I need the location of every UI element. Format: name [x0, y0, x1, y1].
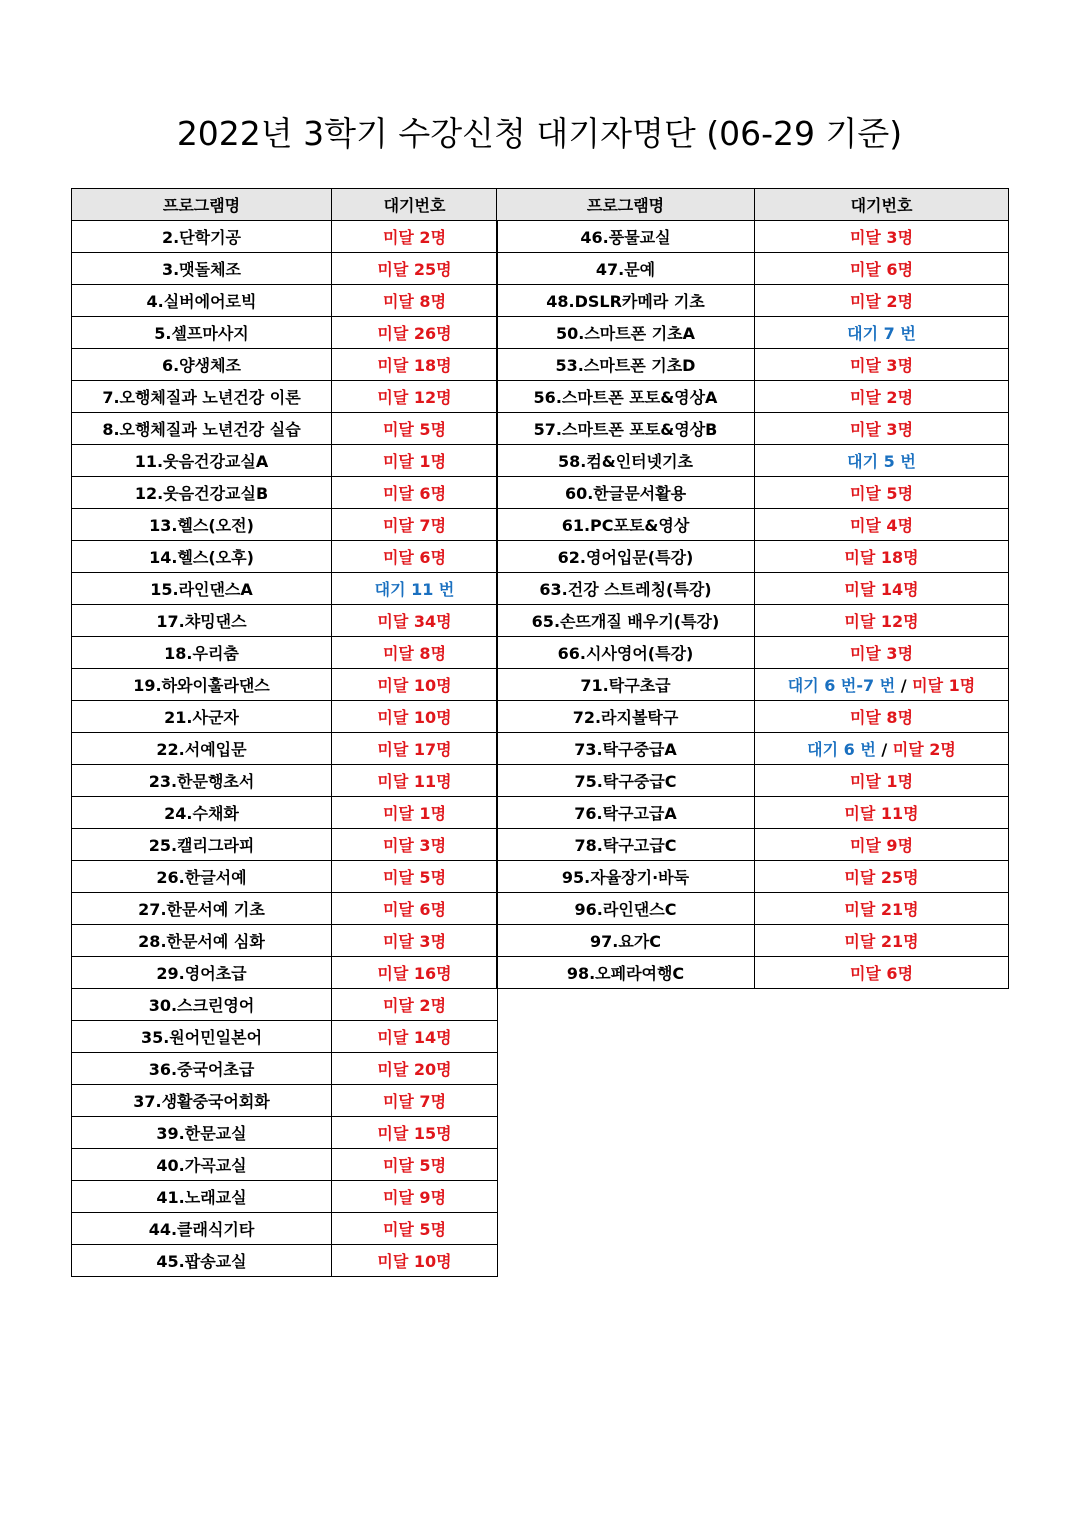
program-name-cell: 24.수채화: [72, 797, 332, 829]
program-name-cell: 65.손뜨개질 배우기(특강): [497, 605, 755, 637]
program-name-cell: 26.한글서예: [72, 861, 332, 893]
waitlist-status-cell: [755, 253, 1009, 285]
program-name-cell: 56.스마트폰 포토&영상A: [497, 381, 755, 413]
shortfall-text: 미달 25명: [844, 868, 919, 887]
shortfall-text: 미달 12명: [844, 612, 919, 631]
table-row: [72, 701, 498, 733]
shortfall-text: 미달 18명: [377, 356, 452, 375]
shortfall-text: 미달 1명: [912, 676, 976, 695]
shortfall-text: 미달 2명: [849, 388, 914, 407]
waitlist-status-cell: [755, 573, 1009, 605]
program-name-cell: 23.한문행초서: [72, 765, 332, 797]
program-name-cell: 46.풍물교실: [497, 221, 755, 253]
program-name-cell: 18.우리춤: [72, 637, 332, 669]
shortfall-text: 미달 12명: [377, 388, 452, 407]
program-name-cell: 14.헬스(오후): [72, 541, 332, 573]
waiting-number-text: 대기 6 번-7 번: [787, 676, 896, 695]
table-row: [72, 829, 498, 861]
table-row: [497, 701, 1009, 733]
table-row: [72, 221, 498, 253]
table-row: [497, 477, 1009, 509]
waitlist-status-cell: [332, 1245, 498, 1277]
program-name-cell: 13.헬스(오전): [72, 509, 332, 541]
waitlist-status-cell: [332, 477, 498, 509]
waitlist-status-cell: [755, 317, 1009, 349]
shortfall-text: 미달 1명: [382, 452, 447, 471]
waitlist-status-cell: [755, 637, 1009, 669]
program-name-cell: 61.PC포토&영상: [497, 509, 755, 541]
table-row: [72, 861, 498, 893]
table-row: [72, 573, 498, 605]
shortfall-text: 미달 2명: [382, 996, 447, 1015]
waitlist-status-cell: [332, 573, 498, 605]
program-name-cell: 48.DSLR카메라 기초: [497, 285, 755, 317]
program-name-cell: 11.웃음건강교실A: [72, 445, 332, 477]
waitlist-status-cell: [332, 413, 498, 445]
shortfall-text: 미달 6명: [849, 964, 914, 983]
header-waitlist: 대기번호: [332, 189, 498, 221]
shortfall-text: 미달 26명: [377, 324, 452, 343]
shortfall-text: 미달 4명: [849, 516, 914, 535]
waitlist-status-cell: [332, 381, 498, 413]
waitlist-status-cell: [755, 957, 1009, 989]
table-row: [497, 349, 1009, 381]
waitlist-status-cell: [755, 381, 1009, 413]
waitlist-status-cell: [755, 509, 1009, 541]
program-name-cell: 76.탁구고급A: [497, 797, 755, 829]
table-row: [72, 285, 498, 317]
table-row: [72, 605, 498, 637]
program-name-cell: 3.맷돌체조: [72, 253, 332, 285]
waitlist-status-cell: [332, 1181, 498, 1213]
waitlist-status-cell: [332, 1117, 498, 1149]
waitlist-status-cell: [332, 1149, 498, 1181]
table-row: [497, 413, 1009, 445]
shortfall-text: 미달 14명: [377, 1028, 452, 1047]
program-name-cell: 66.시사영어(특강): [497, 637, 755, 669]
table-row: [497, 445, 1009, 477]
waitlist-status-cell: [332, 605, 498, 637]
table-row: [497, 637, 1009, 669]
waitlist-status-cell: [755, 477, 1009, 509]
shortfall-text: 미달 9명: [382, 1188, 447, 1207]
shortfall-text: 미달 5명: [382, 1220, 447, 1239]
table-row: [72, 413, 498, 445]
waitlist-status-cell: [332, 797, 498, 829]
shortfall-text: 미달 5명: [382, 868, 447, 887]
shortfall-text: 미달 17명: [377, 740, 452, 759]
table-row: [497, 733, 1009, 765]
shortfall-text: 미달 2명: [892, 740, 956, 759]
shortfall-text: 미달 8명: [849, 708, 914, 727]
shortfall-text: 미달 10명: [377, 676, 452, 695]
table-row: [497, 957, 1009, 989]
shortfall-text: 미달 2명: [382, 228, 447, 247]
waiting-number-text: 대기 5 번: [847, 452, 916, 471]
table-row: [497, 253, 1009, 285]
table-row: [497, 381, 1009, 413]
shortfall-text: 미달 3명: [382, 836, 447, 855]
table-row: [497, 285, 1009, 317]
waitlist-status-cell: [755, 733, 1009, 765]
waitlist-status-cell: [332, 541, 498, 573]
shortfall-text: 미달 10명: [377, 1252, 452, 1271]
shortfall-text: 미달 8명: [382, 644, 447, 663]
shortfall-text: 미달 1명: [382, 804, 447, 823]
waiting-number-text: 대기 6 번: [807, 740, 876, 759]
table-row: [72, 477, 498, 509]
table-header-row: [72, 189, 498, 221]
table-row: [72, 1181, 498, 1213]
program-name-cell: 50.스마트폰 기초A: [497, 317, 755, 349]
shortfall-text: 미달 15명: [377, 1124, 452, 1143]
header-waitlist: 대기번호: [755, 189, 1009, 221]
table-row: [497, 893, 1009, 925]
program-name-cell: 53.스마트폰 기초D: [497, 349, 755, 381]
shortfall-text: 미달 21명: [844, 932, 919, 951]
table-row: [72, 733, 498, 765]
waiting-number-text: 대기 7 번: [847, 324, 916, 343]
waitlist-status-cell: [332, 285, 498, 317]
waitlist-status-cell: [755, 669, 1009, 701]
program-name-cell: 57.스마트폰 포토&영상B: [497, 413, 755, 445]
shortfall-text: 미달 3명: [849, 644, 914, 663]
program-name-cell: 98.오페라여행C: [497, 957, 755, 989]
shortfall-text: 미달 1명: [849, 772, 914, 791]
table-row: [497, 509, 1009, 541]
shortfall-text: 미달 5명: [382, 420, 447, 439]
program-name-cell: 47.문예: [497, 253, 755, 285]
table-row: [497, 861, 1009, 893]
program-name-cell: 73.탁구중급A: [497, 733, 755, 765]
shortfall-text: 미달 6명: [849, 260, 914, 279]
table-row: [72, 541, 498, 573]
waiting-number-text: 대기 11 번: [374, 580, 455, 599]
program-name-cell: 8.오행체질과 노년건강 실습: [72, 413, 332, 445]
shortfall-text: 미달 7명: [382, 516, 447, 535]
shortfall-text: 미달 9명: [849, 836, 914, 855]
waitlist-status-cell: [755, 285, 1009, 317]
table-row: [497, 669, 1009, 701]
waitlist-status-cell: [332, 733, 498, 765]
waitlist-status-cell: [332, 1021, 498, 1053]
waitlist-status-cell: [332, 445, 498, 477]
program-name-cell: 17.챠밍댄스: [72, 605, 332, 637]
table-body-right: [497, 221, 1009, 989]
table-row: [72, 1245, 498, 1277]
shortfall-text: 미달 5명: [849, 484, 914, 503]
program-name-cell: 19.하와이훌라댄스: [72, 669, 332, 701]
waitlist-status-cell: [755, 349, 1009, 381]
table-row: [72, 1149, 498, 1181]
table-row: [72, 957, 498, 989]
shortfall-text: 미달 3명: [849, 228, 914, 247]
table-body-left: [72, 221, 498, 1277]
waitlist-status-cell: [755, 829, 1009, 861]
table-row: [72, 1053, 498, 1085]
table-row: [72, 669, 498, 701]
shortfall-text: 미달 34명: [377, 612, 452, 631]
waitlist-status-cell: [332, 349, 498, 381]
waitlist-status-cell: [755, 413, 1009, 445]
program-name-cell: 97.요가C: [497, 925, 755, 957]
table-row: [497, 925, 1009, 957]
program-name-cell: 44.클래식기타: [72, 1213, 332, 1245]
program-name-cell: 95.자율장기·바둑: [497, 861, 755, 893]
table-row: [72, 765, 498, 797]
waitlist-status-cell: [332, 1053, 498, 1085]
shortfall-text: 미달 6명: [382, 484, 447, 503]
waitlist-status-cell: [332, 317, 498, 349]
waitlist-status-cell: [755, 221, 1009, 253]
waitlist-status-cell: [755, 541, 1009, 573]
shortfall-text: 미달 7명: [382, 1092, 447, 1111]
separator-text: /: [875, 740, 893, 759]
program-name-cell: 30.스크린영어: [72, 989, 332, 1021]
table-row: [497, 317, 1009, 349]
table-row: [497, 221, 1009, 253]
shortfall-text: 미달 3명: [849, 420, 914, 439]
waitlist-table-right: [496, 188, 1009, 989]
header-program: 프로그램명: [72, 189, 332, 221]
separator-text: /: [895, 676, 913, 695]
program-name-cell: 21.사군자: [72, 701, 332, 733]
program-name-cell: 29.영어초급: [72, 957, 332, 989]
waitlist-status-cell: [755, 925, 1009, 957]
waitlist-status-cell: [332, 221, 498, 253]
program-name-cell: 75.탁구중급C: [497, 765, 755, 797]
program-name-cell: 27.한문서예 기초: [72, 893, 332, 925]
table-row: [72, 445, 498, 477]
program-name-cell: 58.컴&인터넷기초: [497, 445, 755, 477]
table-row: [497, 765, 1009, 797]
waitlist-status-cell: [332, 893, 498, 925]
table-row: [72, 509, 498, 541]
program-name-cell: 22.서예입문: [72, 733, 332, 765]
table-row: [497, 605, 1009, 637]
shortfall-text: 미달 2명: [849, 292, 914, 311]
shortfall-text: 미달 20명: [377, 1060, 452, 1079]
waitlist-status-cell: [332, 829, 498, 861]
waitlist-table-left: [71, 188, 498, 1277]
waitlist-status-cell: [755, 765, 1009, 797]
shortfall-text: 미달 21명: [844, 900, 919, 919]
program-name-cell: 41.노래교실: [72, 1181, 332, 1213]
shortfall-text: 미달 10명: [377, 708, 452, 727]
program-name-cell: 4.실버에어로빅: [72, 285, 332, 317]
waitlist-status-cell: [755, 861, 1009, 893]
table-row: [72, 1085, 498, 1117]
waitlist-status-cell: [755, 797, 1009, 829]
table-row: [72, 253, 498, 285]
table-row: [72, 925, 498, 957]
waitlist-status-cell: [332, 637, 498, 669]
program-name-cell: 78.탁구고급C: [497, 829, 755, 861]
shortfall-text: 미달 6명: [382, 548, 447, 567]
table-row: [497, 541, 1009, 573]
table-row: [72, 317, 498, 349]
waitlist-status-cell: [332, 669, 498, 701]
program-name-cell: 25.캘리그라피: [72, 829, 332, 861]
table-row: [497, 829, 1009, 861]
program-name-cell: 72.라지볼탁구: [497, 701, 755, 733]
program-name-cell: 7.오행체질과 노년건강 이론: [72, 381, 332, 413]
program-name-cell: 71.탁구초급: [497, 669, 755, 701]
waitlist-status-cell: [755, 893, 1009, 925]
program-name-cell: 63.건강 스트레칭(특강): [497, 573, 755, 605]
header-program: 프로그램명: [497, 189, 755, 221]
shortfall-text: 미달 3명: [849, 356, 914, 375]
program-name-cell: 37.생활중국어회화: [72, 1085, 332, 1117]
waitlist-status-cell: [332, 701, 498, 733]
shortfall-text: 미달 11명: [844, 804, 919, 823]
program-name-cell: 39.한문교실: [72, 1117, 332, 1149]
program-name-cell: 40.가곡교실: [72, 1149, 332, 1181]
shortfall-text: 미달 5명: [382, 1156, 447, 1175]
table-row: [497, 797, 1009, 829]
shortfall-text: 미달 18명: [844, 548, 919, 567]
table-row: [72, 1117, 498, 1149]
shortfall-text: 미달 6명: [382, 900, 447, 919]
waitlist-status-cell: [332, 989, 498, 1021]
program-name-cell: 36.중국어초급: [72, 1053, 332, 1085]
waitlist-status-cell: [332, 765, 498, 797]
table-row: [72, 893, 498, 925]
table-row: [72, 381, 498, 413]
table-row: [497, 573, 1009, 605]
waitlist-status-cell: [332, 957, 498, 989]
page-title: 2022년 3학기 수강신청 대기자명단 (06-29 기준): [176, 114, 903, 153]
waitlist-status-cell: [332, 253, 498, 285]
waitlist-status-cell: [332, 925, 498, 957]
waitlist-status-cell: [332, 861, 498, 893]
waitlist-status-cell: [755, 701, 1009, 733]
program-name-cell: 2.단학기공: [72, 221, 332, 253]
shortfall-text: 미달 25명: [377, 260, 452, 279]
table-row: [72, 989, 498, 1021]
table-row: [72, 797, 498, 829]
program-name-cell: 6.양생체조: [72, 349, 332, 381]
waitlist-status-cell: [755, 445, 1009, 477]
program-name-cell: 15.라인댄스A: [72, 573, 332, 605]
table-header-row: [497, 189, 1009, 221]
table-row: [72, 349, 498, 381]
waitlist-status-cell: [332, 1085, 498, 1117]
waitlist-status-cell: [332, 509, 498, 541]
program-name-cell: 5.셀프마사지: [72, 317, 332, 349]
table-row: [72, 1213, 498, 1245]
program-name-cell: 60.한글문서활용: [497, 477, 755, 509]
program-name-cell: 12.웃음건강교실B: [72, 477, 332, 509]
shortfall-text: 미달 3명: [382, 932, 447, 951]
program-name-cell: 35.원어민일본어: [72, 1021, 332, 1053]
waitlist-status-cell: [332, 1213, 498, 1245]
program-name-cell: 96.라인댄스C: [497, 893, 755, 925]
program-name-cell: 28.한문서예 심화: [72, 925, 332, 957]
table-row: [72, 1021, 498, 1053]
waitlist-status-cell: [755, 605, 1009, 637]
program-name-cell: 62.영어입문(특강): [497, 541, 755, 573]
shortfall-text: 미달 16명: [377, 964, 452, 983]
shortfall-text: 미달 8명: [382, 292, 447, 311]
program-name-cell: 45.팝송교실: [72, 1245, 332, 1277]
table-row: [72, 637, 498, 669]
shortfall-text: 미달 11명: [377, 772, 452, 791]
shortfall-text: 미달 14명: [844, 580, 919, 599]
